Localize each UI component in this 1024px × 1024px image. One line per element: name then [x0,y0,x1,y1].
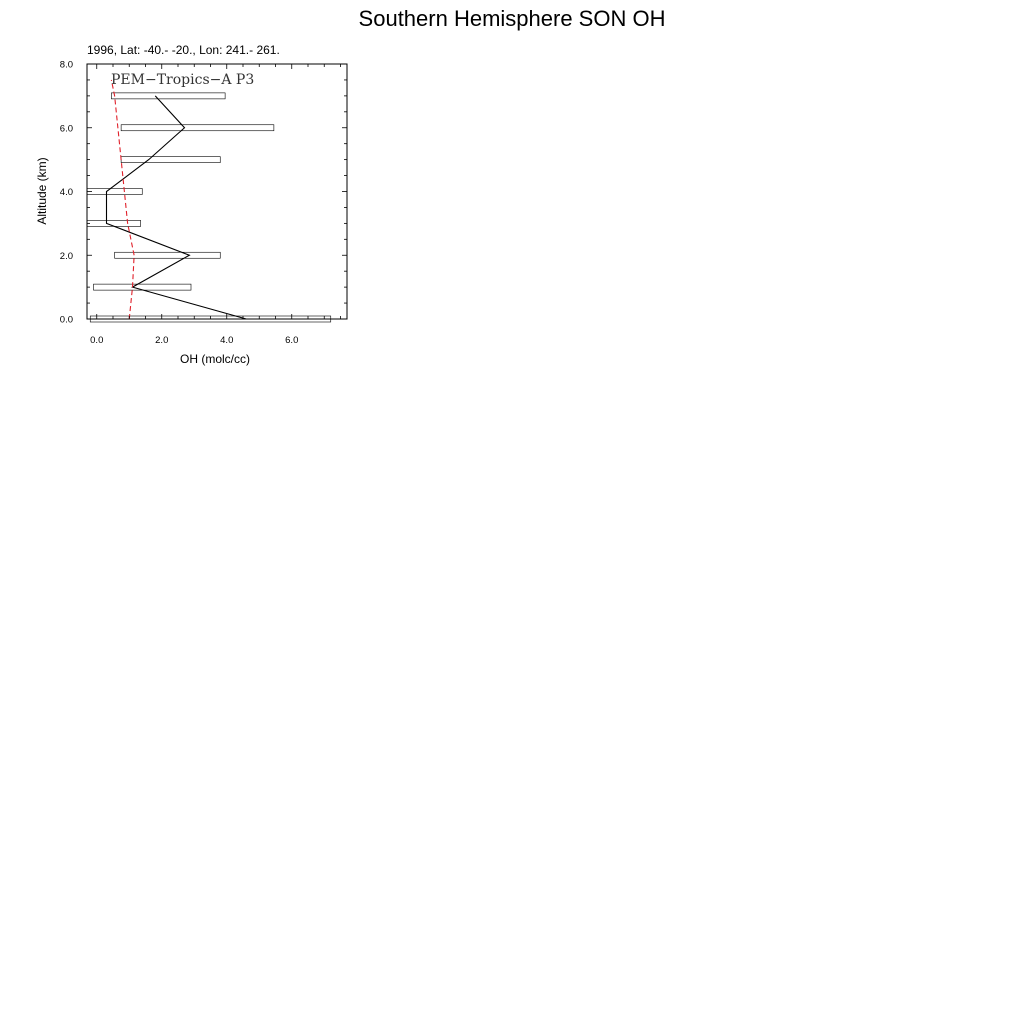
y-tick-label: 8.0 [59,59,73,71]
axis-ticks [60,60,347,347]
x-tick-label: 4.0 [220,335,234,346]
page-title: Southern Hemisphere SON OH [358,6,666,31]
solid-series-line [107,96,247,319]
y-tick-label: 0.0 [59,314,73,326]
y-tick-label: 6.0 [59,123,73,135]
y-tick-label: 4.0 [59,187,73,198]
range-bar-6 [121,125,274,131]
y-axis-label: Altitude (km) [35,157,49,225]
plot-annotation: PEM−Tropics−A P3 [111,72,255,88]
range-bar-2 [115,252,221,258]
range-bar-7 [111,93,225,99]
x-tick-label: 6.0 [285,335,299,346]
range-bar-1 [94,284,192,290]
range-bar-3 [87,220,141,226]
range-bar-4 [87,189,142,195]
dashed-series-line [111,80,134,319]
x-tick-label: 0.0 [90,335,104,346]
chart-subtitle: 1996, Lat: -40.- -20., Lon: 241.- 261. [87,43,280,57]
x-tick-label: 2.0 [155,335,169,346]
series-lines [107,80,247,319]
y-tick-label: 2.0 [59,250,73,262]
plot-frame [87,64,347,319]
x-axis-label: OH (molc/cc) [180,352,250,366]
range-bar-5 [121,157,220,163]
range-bars [87,93,331,322]
